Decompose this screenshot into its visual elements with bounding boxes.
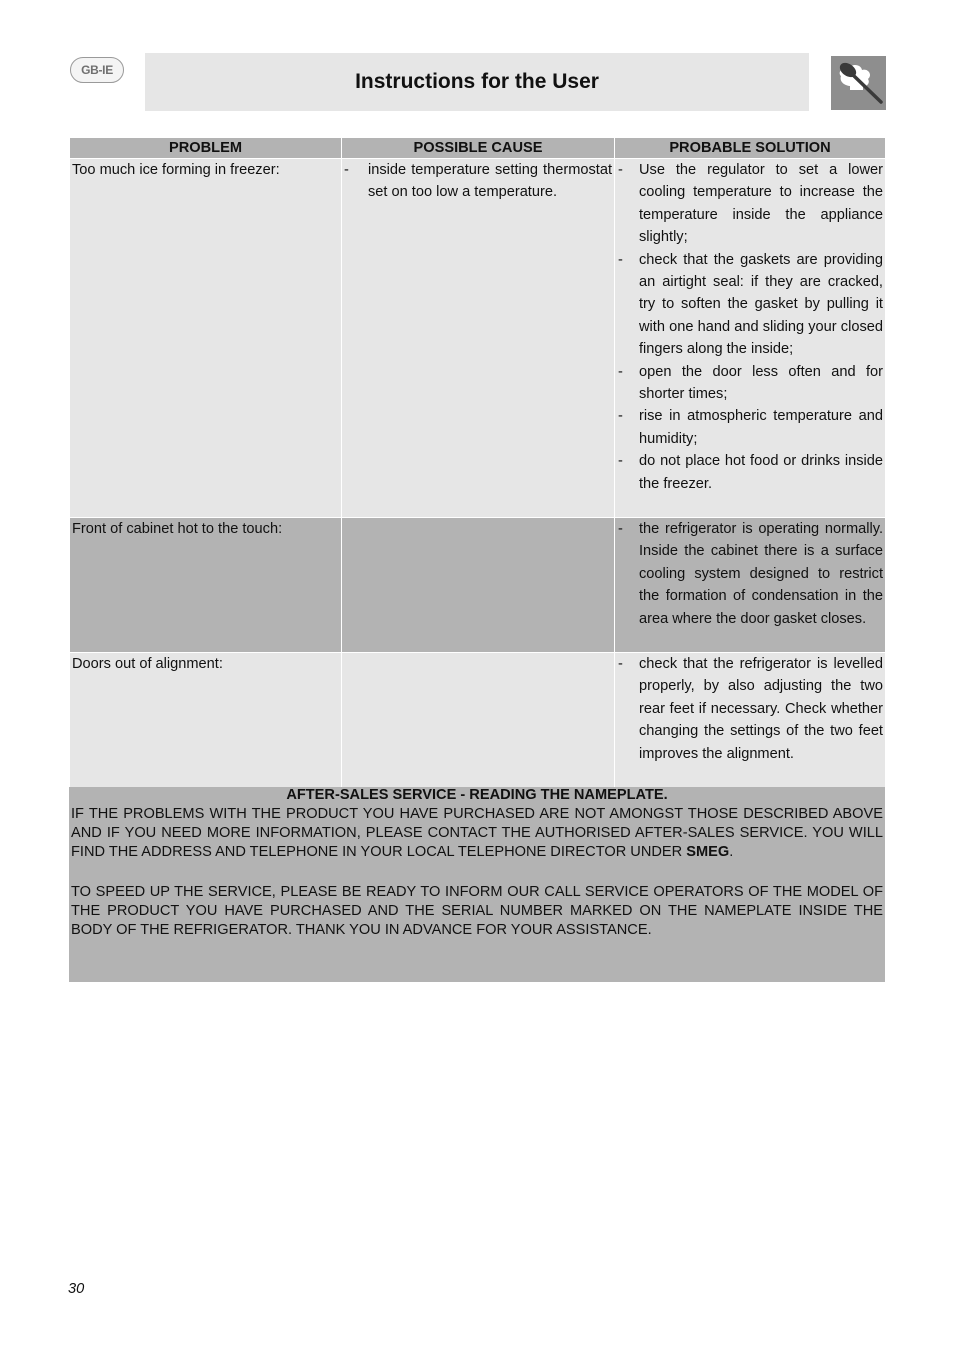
column-header-cause: POSSIBLE CAUSE xyxy=(342,138,615,159)
column-header-solution: PROBABLE SOLUTION xyxy=(615,138,886,159)
troubleshooting-table xyxy=(69,137,886,788)
solution-cell xyxy=(615,518,886,653)
table-row xyxy=(70,159,886,518)
column-header-problem: PROBLEM xyxy=(70,138,342,159)
cause-item: - inside temperature setting thermostat set on too low a temperature. xyxy=(344,162,612,201)
cause-cell xyxy=(342,518,615,653)
solution-cell xyxy=(615,653,886,788)
service-title: AFTER-SALES SERVICE - READING THE NAMEPLATE. xyxy=(286,787,668,803)
solution-item: - rise in atmospheric temperature and humidity; xyxy=(618,408,883,447)
page-number: 30 xyxy=(68,1281,85,1297)
cause-cell xyxy=(342,653,615,788)
problem-cell: Doors out of alignment: xyxy=(70,653,342,788)
header-bar xyxy=(145,53,809,111)
service-paragraph-nameplate: TO SPEED UP THE SERVICE, PLEASE BE READY TO INFORM OUR CALL SERVICE OPERATORS OF THE MODEL OF THE PRODUCT YOU HAVE PURCHASED AND THE SERIAL NUMBER MARKED ON THE NAMEPLATE INSIDE THE BODY OF THE REFRIGERATOR. THANK YOU IN ADVANCE FOR YOUR ASSISTANCE. xyxy=(71,883,883,939)
problem-cell: Front of cabinet hot to the touch: xyxy=(70,518,342,653)
solution-item: - check that the gaskets are providing an airtight seal: if they are cracked, try to soften the gasket by pulling it with one hand and sliding your closed fingers along the inside; xyxy=(618,251,883,358)
brand-name: SMEG xyxy=(686,844,730,861)
table-row xyxy=(70,518,886,653)
cause-cell xyxy=(342,159,615,518)
after-sales-service-box xyxy=(69,787,885,982)
table-header-row xyxy=(70,138,886,159)
table-row xyxy=(70,653,886,788)
chef-spoon-icon xyxy=(831,56,886,110)
solution-item: - check that the refrigerator is levelled properly, by also adjusting the two rear feet if necessary. Check whether changing the settings of the two feet improves the alignment. xyxy=(618,656,883,762)
service-paragraph-contact: IF THE PROBLEMS WITH THE PRODUCT YOU HAVE PURCHASED ARE NOT AMONGST THOSE DESCRIBED ABOVE AND IF YOU NEED MORE INFORMATION, PLEASE CONTACT THE AUTHORISED AFTER-SALES SERVICE. YOU WILL FIND THE ADDRESS AND TELEPHONE IN YOUR LOCAL TELEPHONE DIRECTOR UNDER SMEG. xyxy=(71,806,883,861)
solution-item: - Use the regulator to set a lower cooling temperature to increase the temperature inside the appliance slightly; xyxy=(618,162,883,246)
problem-cell: Too much ice forming in freezer: xyxy=(70,159,342,518)
solution-cell xyxy=(615,159,886,518)
page-title: Instructions for the User xyxy=(355,70,599,93)
language-badge: GB-IE xyxy=(70,57,124,83)
solution-item: - open the door less often and for shorter times; xyxy=(618,363,883,403)
solution-item: - the refrigerator is operating normally. Inside the cabinet there is a surface cooling system designed to restrict the formation of condensation in the area where the door gasket closes. xyxy=(618,521,883,627)
solution-item: - do not place hot food or drinks inside the freezer. xyxy=(618,453,883,492)
